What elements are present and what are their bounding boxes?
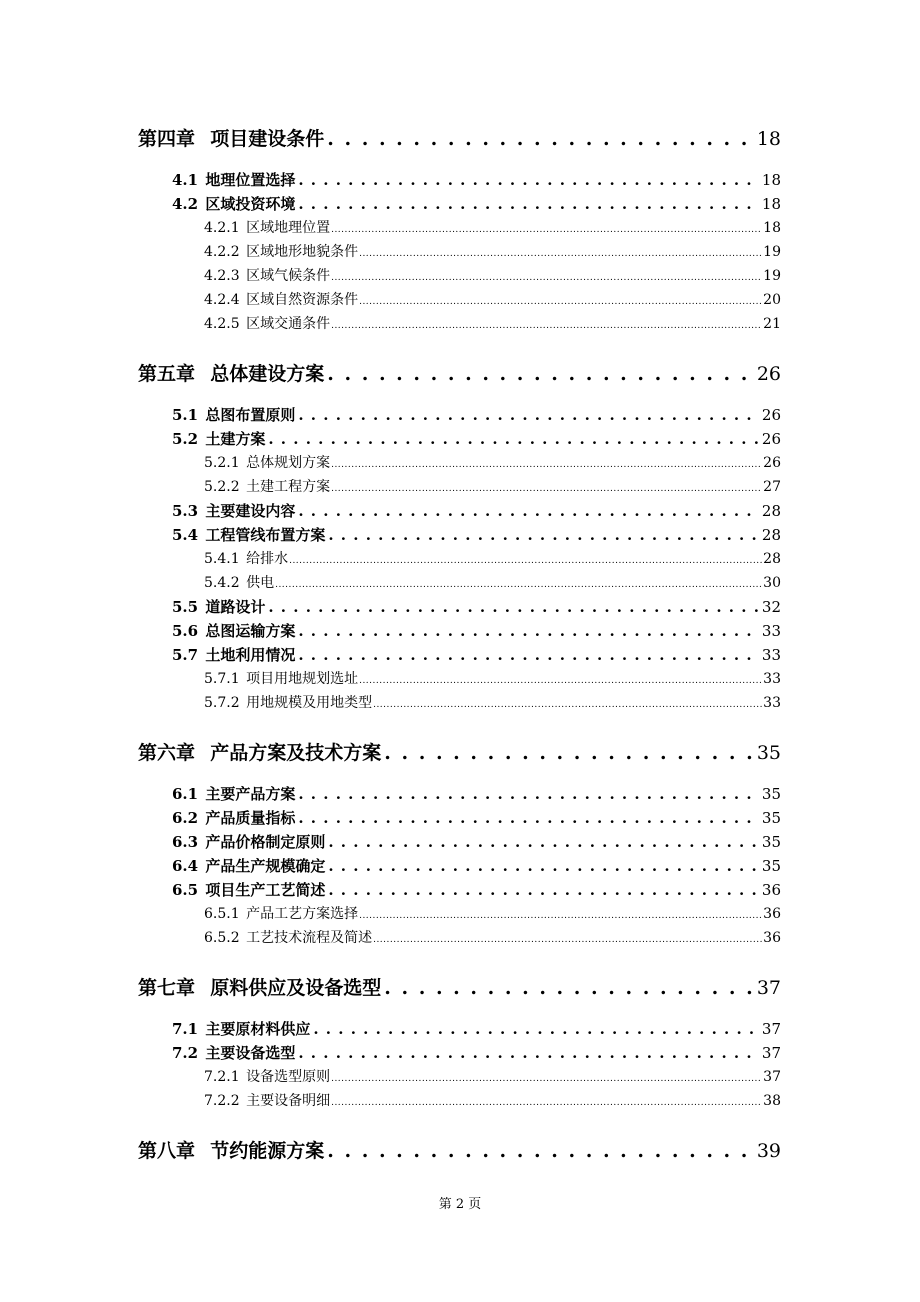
toc-page: 30 bbox=[763, 575, 781, 591]
toc-page: 35 bbox=[756, 742, 781, 764]
toc-entry[interactable] bbox=[172, 404, 781, 425]
toc-number: 5.4 bbox=[172, 526, 199, 544]
toc-page: 37 bbox=[761, 1044, 781, 1062]
dot-leader bbox=[268, 430, 759, 448]
toc-entry[interactable] bbox=[204, 1090, 781, 1110]
dot-leader bbox=[331, 479, 762, 495]
dot-leader bbox=[298, 785, 759, 803]
dot-leader bbox=[298, 809, 759, 827]
dot-leader bbox=[298, 171, 759, 189]
toc-page: 33 bbox=[761, 646, 781, 664]
toc-entry[interactable] bbox=[204, 265, 781, 285]
toc-entry[interactable] bbox=[172, 169, 781, 190]
toc-entry[interactable] bbox=[204, 313, 781, 333]
toc-title: 区域地理位置 bbox=[246, 220, 331, 236]
toc-number: 5.4.2 bbox=[204, 575, 240, 591]
dot-leader bbox=[331, 268, 762, 284]
toc-page: 35 bbox=[761, 833, 781, 851]
toc-title: 总图运输方案 bbox=[205, 622, 296, 640]
toc-entry[interactable] bbox=[138, 359, 781, 386]
toc-title: 产品质量指标 bbox=[205, 809, 296, 827]
toc-page: 28 bbox=[761, 502, 781, 520]
toc-title: 总图布置原则 bbox=[205, 406, 296, 424]
toc-title: 设备选型原则 bbox=[246, 1069, 331, 1085]
toc-number: 第八章 bbox=[138, 1140, 196, 1162]
toc-page: 36 bbox=[761, 881, 781, 899]
toc-page: 33 bbox=[763, 671, 781, 687]
toc-entry[interactable] bbox=[204, 548, 781, 568]
toc-page: 26 bbox=[761, 406, 781, 424]
toc-entry[interactable] bbox=[204, 572, 781, 592]
toc-entry[interactable] bbox=[172, 855, 781, 876]
toc-number: 5.3 bbox=[172, 502, 199, 520]
toc-number: 6.3 bbox=[172, 833, 199, 851]
toc-title: 工艺技术流程及简述 bbox=[246, 930, 373, 946]
toc-number: 5.2.2 bbox=[204, 479, 240, 495]
toc-page: 37 bbox=[761, 1020, 781, 1038]
toc-entry[interactable] bbox=[172, 831, 781, 852]
dot-leader bbox=[268, 598, 759, 616]
toc-title: 主要设备选型 bbox=[205, 1044, 296, 1062]
toc-title: 主要建设内容 bbox=[205, 502, 296, 520]
dot-leader bbox=[275, 575, 762, 591]
toc-page: 26 bbox=[756, 363, 781, 385]
toc-entry[interactable] bbox=[172, 524, 781, 545]
toc-entry[interactable] bbox=[172, 879, 781, 900]
page-footer: 第 2 页 bbox=[438, 1197, 482, 1212]
toc-number: 6.2 bbox=[172, 809, 199, 827]
dot-leader bbox=[289, 551, 762, 567]
toc-entry[interactable] bbox=[172, 644, 781, 665]
toc-title: 区域气候条件 bbox=[246, 268, 331, 284]
toc-title: 项目用地规划选址 bbox=[246, 671, 359, 687]
toc-entry[interactable] bbox=[172, 807, 781, 828]
toc-page: 35 bbox=[761, 857, 781, 875]
toc-entry[interactable] bbox=[204, 476, 781, 496]
toc-entry[interactable] bbox=[172, 428, 781, 449]
dot-leader bbox=[331, 316, 762, 332]
toc-title: 产品工艺方案选择 bbox=[246, 906, 359, 922]
toc-title: 土地利用情况 bbox=[205, 646, 296, 664]
dot-leader bbox=[331, 1069, 762, 1085]
toc-number: 4.2.4 bbox=[204, 292, 240, 308]
toc-number: 6.1 bbox=[172, 785, 199, 803]
toc-number: 4.2 bbox=[172, 195, 199, 213]
toc-number: 第四章 bbox=[138, 128, 196, 150]
toc-title: 原料供应及设备选型 bbox=[210, 977, 382, 999]
dot-leader bbox=[373, 695, 762, 711]
toc-number: 5.6 bbox=[172, 622, 199, 640]
toc-number: 5.1 bbox=[172, 406, 199, 424]
toc-page: 26 bbox=[763, 455, 781, 471]
dot-leader bbox=[384, 742, 754, 764]
toc-title: 总体建设方案 bbox=[210, 363, 325, 385]
toc-title: 区域交通条件 bbox=[246, 316, 331, 332]
dot-leader bbox=[327, 363, 754, 385]
dot-leader bbox=[384, 977, 754, 999]
toc-title: 区域投资环境 bbox=[205, 195, 296, 213]
toc-number: 6.5.2 bbox=[204, 930, 240, 946]
toc-title: 项目生产工艺简述 bbox=[205, 881, 326, 899]
dot-leader bbox=[359, 292, 762, 308]
toc-number: 4.2.3 bbox=[204, 268, 240, 284]
toc-title: 主要原材料供应 bbox=[205, 1020, 311, 1038]
toc-page: 18 bbox=[756, 128, 781, 150]
toc-page: 27 bbox=[763, 479, 781, 495]
toc-entry[interactable] bbox=[204, 217, 781, 237]
toc-title: 区域地形地貌条件 bbox=[246, 244, 359, 260]
toc-title: 产品方案及技术方案 bbox=[210, 742, 382, 764]
toc-number: 5.2 bbox=[172, 430, 199, 448]
toc-entry[interactable] bbox=[204, 692, 781, 712]
toc-title: 产品生产规模确定 bbox=[205, 857, 326, 875]
dot-leader bbox=[373, 930, 762, 946]
toc-entry[interactable] bbox=[138, 1136, 781, 1163]
toc-page: 33 bbox=[761, 622, 781, 640]
toc-entry[interactable] bbox=[204, 289, 781, 309]
dot-leader bbox=[328, 881, 759, 899]
toc-title: 总体规划方案 bbox=[246, 455, 331, 471]
dot-leader bbox=[327, 1140, 754, 1162]
toc-number: 7.2.1 bbox=[204, 1069, 240, 1085]
toc-number: 7.1 bbox=[172, 1020, 199, 1038]
toc-page: 36 bbox=[763, 906, 781, 922]
dot-leader bbox=[298, 195, 759, 213]
toc-page: 36 bbox=[763, 930, 781, 946]
dot-leader bbox=[298, 1044, 759, 1062]
toc-number: 4.2.1 bbox=[204, 220, 240, 236]
toc-number: 第五章 bbox=[138, 363, 196, 385]
toc-page: 37 bbox=[763, 1069, 781, 1085]
toc-title: 工程管线布置方案 bbox=[205, 526, 326, 544]
toc-entry[interactable] bbox=[172, 620, 781, 641]
toc-title: 项目建设条件 bbox=[210, 128, 325, 150]
toc-number: 6.4 bbox=[172, 857, 199, 875]
toc-title: 地理位置选择 bbox=[205, 171, 296, 189]
toc-title: 土建方案 bbox=[205, 430, 266, 448]
toc-page: 19 bbox=[763, 268, 781, 284]
toc-entry[interactable] bbox=[138, 738, 781, 765]
toc-entry[interactable] bbox=[172, 783, 781, 804]
toc-page: 26 bbox=[761, 430, 781, 448]
dot-leader bbox=[359, 671, 762, 687]
dot-leader bbox=[298, 646, 759, 664]
toc-page: 20 bbox=[763, 292, 781, 308]
toc-number: 第七章 bbox=[138, 977, 196, 999]
toc-page: 35 bbox=[761, 785, 781, 803]
toc-number: 4.1 bbox=[172, 171, 199, 189]
toc-number: 4.2.2 bbox=[204, 244, 240, 260]
toc-number: 第六章 bbox=[138, 742, 196, 764]
toc-title: 区域自然资源条件 bbox=[246, 292, 359, 308]
dot-leader bbox=[328, 833, 759, 851]
toc-number: 5.2.1 bbox=[204, 455, 240, 471]
toc-page: 37 bbox=[756, 977, 781, 999]
toc-title: 产品价格制定原则 bbox=[205, 833, 326, 851]
toc-entry[interactable] bbox=[172, 500, 781, 521]
toc-page: 21 bbox=[763, 316, 781, 332]
toc-entry[interactable] bbox=[204, 927, 781, 947]
toc-page: 18 bbox=[763, 220, 781, 236]
dot-leader bbox=[359, 906, 762, 922]
toc-number: 4.2.5 bbox=[204, 316, 240, 332]
toc-title: 给排水 bbox=[246, 551, 289, 567]
toc-entry[interactable] bbox=[204, 241, 781, 261]
toc-page: 38 bbox=[763, 1093, 781, 1109]
dot-leader bbox=[327, 128, 754, 150]
toc-entry[interactable] bbox=[204, 452, 781, 472]
toc-page: 35 bbox=[761, 809, 781, 827]
toc-number: 5.4.1 bbox=[204, 551, 240, 567]
toc-page: 39 bbox=[756, 1140, 781, 1162]
toc-page: 32 bbox=[761, 598, 781, 616]
toc-number: 5.7.2 bbox=[204, 695, 240, 711]
toc-page: 28 bbox=[761, 526, 781, 544]
toc-entry[interactable] bbox=[172, 596, 781, 617]
toc-entry[interactable] bbox=[204, 903, 781, 923]
toc-page: 18 bbox=[761, 195, 781, 213]
toc-number: 7.2.2 bbox=[204, 1093, 240, 1109]
dot-leader bbox=[331, 1093, 762, 1109]
toc-entry[interactable] bbox=[138, 124, 781, 151]
toc-number: 5.7 bbox=[172, 646, 199, 664]
toc-page: 33 bbox=[763, 695, 781, 711]
toc-title: 土建工程方案 bbox=[246, 479, 331, 495]
toc-entry[interactable] bbox=[204, 668, 781, 688]
toc-title: 主要产品方案 bbox=[205, 785, 296, 803]
dot-leader bbox=[331, 455, 762, 471]
toc-number: 6.5 bbox=[172, 881, 199, 899]
toc-page: 18 bbox=[761, 171, 781, 189]
toc-page: 28 bbox=[763, 551, 781, 567]
toc-number: 5.7.1 bbox=[204, 671, 240, 687]
dot-leader bbox=[298, 502, 759, 520]
toc-number: 7.2 bbox=[172, 1044, 199, 1062]
dot-leader bbox=[298, 406, 759, 424]
dot-leader bbox=[328, 857, 759, 875]
toc-entry[interactable] bbox=[172, 193, 781, 214]
toc-page: 19 bbox=[763, 244, 781, 260]
dot-leader bbox=[359, 244, 762, 260]
toc-entry[interactable] bbox=[172, 1042, 781, 1063]
toc-title: 主要设备明细 bbox=[246, 1093, 331, 1109]
dot-leader bbox=[328, 526, 759, 544]
toc-entry[interactable] bbox=[138, 973, 781, 1000]
toc-entry[interactable] bbox=[172, 1018, 781, 1039]
toc-title: 供电 bbox=[246, 575, 275, 591]
toc-number: 6.5.1 bbox=[204, 906, 240, 922]
dot-leader bbox=[298, 622, 759, 640]
dot-leader bbox=[331, 220, 762, 236]
toc-title: 用地规模及用地类型 bbox=[246, 695, 373, 711]
toc-title: 道路设计 bbox=[205, 598, 266, 616]
dot-leader bbox=[313, 1020, 759, 1038]
toc-title: 节约能源方案 bbox=[210, 1140, 325, 1162]
toc-entry[interactable] bbox=[204, 1066, 781, 1086]
toc-number: 5.5 bbox=[172, 598, 199, 616]
